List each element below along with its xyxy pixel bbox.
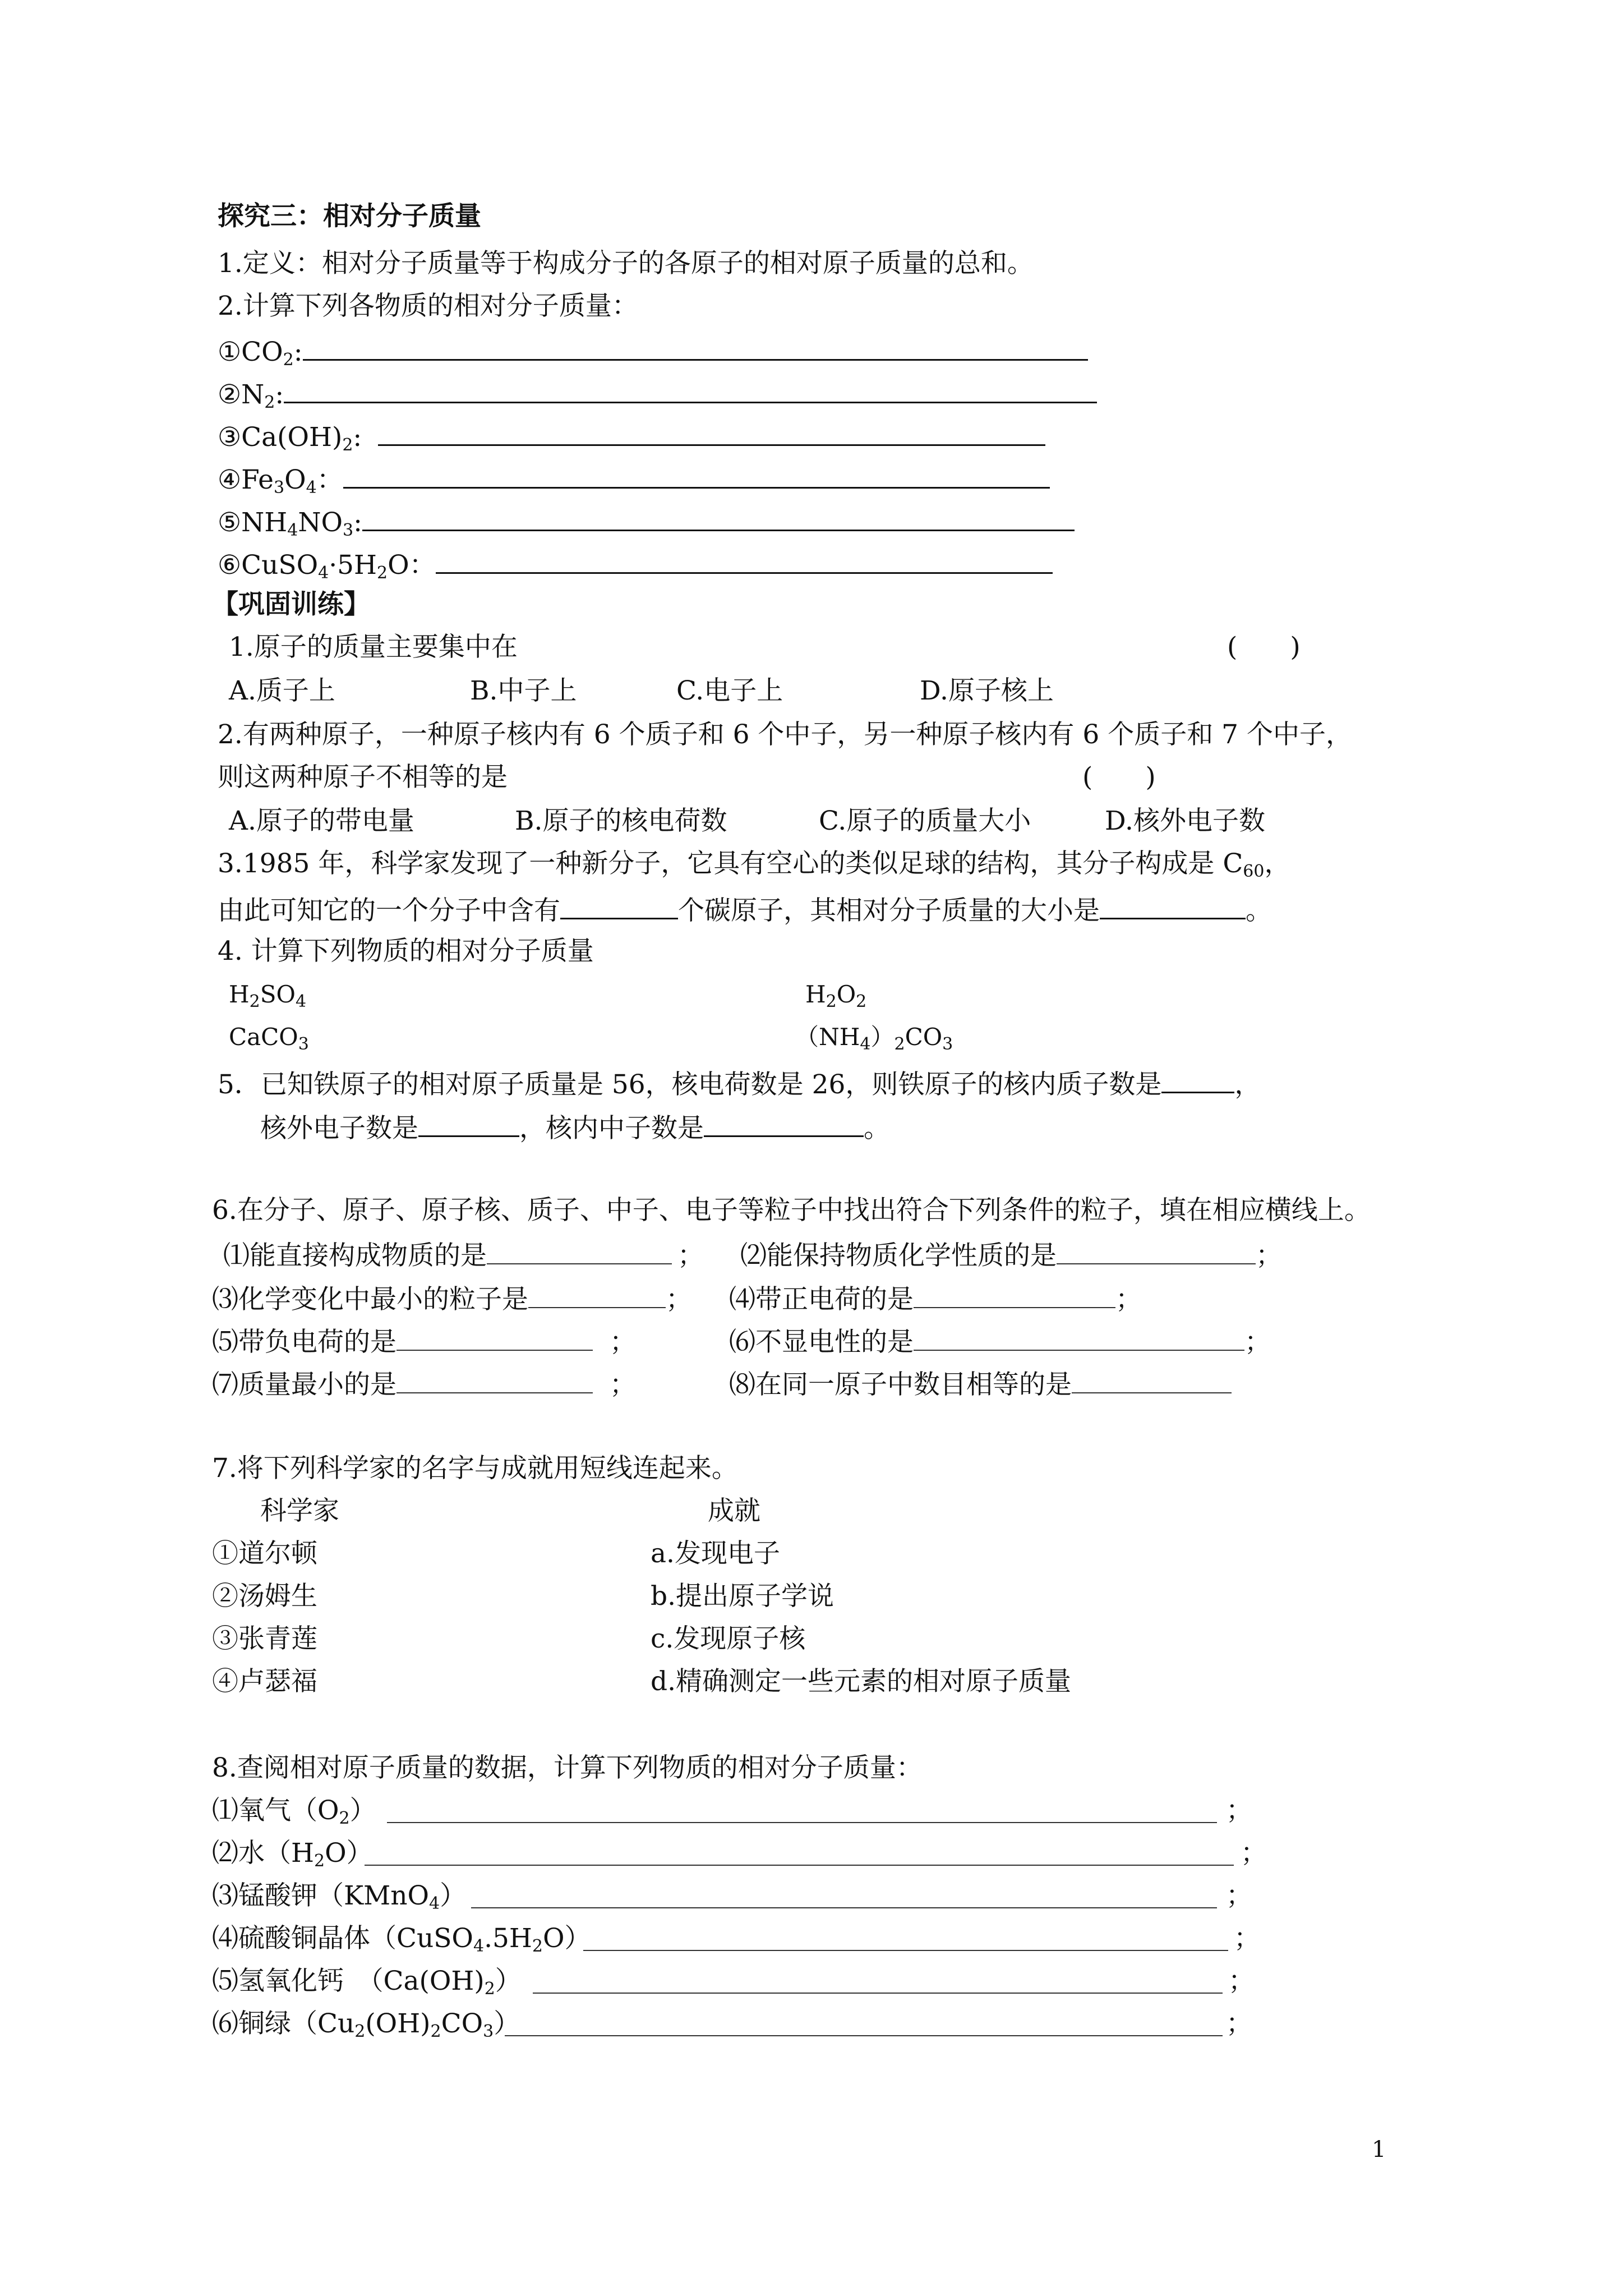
formula-cuso4-sub1: 4 xyxy=(318,563,329,583)
q8-item1-sub: 2 xyxy=(339,1809,350,1828)
q8-item4-close: O） xyxy=(543,1923,591,1954)
formula-cuso4-text3: O： xyxy=(388,550,436,581)
q4-h2so4 xyxy=(229,983,306,1010)
q6-item2-end: ； xyxy=(1256,1240,1282,1271)
q8-item2-end: ； xyxy=(1241,1838,1267,1869)
q8-item4-text2: .5H xyxy=(484,1923,532,1954)
q1-option-a[interactable]: A.质子上 xyxy=(229,675,335,706)
q6-item1-label: ⑴能直接构成物质的是 xyxy=(223,1240,487,1271)
q6-item3-label: ⑶化学变化中最小的粒子是 xyxy=(212,1284,528,1315)
q7-achievement-d[interactable]: d.精确测定一些元素的相对原子质量 xyxy=(651,1666,1072,1697)
q6-item5 xyxy=(212,1327,636,1358)
q8-item4 xyxy=(212,1925,591,1955)
q8-intro: 8.查阅相对原子质量的数据，计算下列物质的相对分子质量： xyxy=(212,1752,923,1783)
q6-item6 xyxy=(729,1327,1271,1358)
formula-n2-text: ②N xyxy=(218,379,265,410)
q3-text: 3.1985 年，科学家发现了一种新分子，它具有空心的类似足球的结构，其分子构成是 C xyxy=(218,848,1243,879)
q8-item4-text: ⑷硫酸铜晶体（CuSO xyxy=(212,1923,473,1954)
q4-nh42co3 xyxy=(795,1025,953,1053)
q8-blank-6[interactable] xyxy=(505,2013,1223,2036)
q6-blank-2[interactable] xyxy=(1057,1241,1256,1264)
q1-option-d[interactable]: D.原子核上 xyxy=(920,675,1054,706)
q8-item1-close: ） xyxy=(349,1795,376,1826)
formula-fe3o4-text: ④Fe xyxy=(218,464,274,495)
q3-text3: 个碳原子，其相对分子质量的大小是 xyxy=(678,895,1100,926)
q4-h2so4-h: H xyxy=(229,981,250,1008)
q8-item6-text3: CO xyxy=(441,2008,483,2039)
q5-blank-neutrons[interactable] xyxy=(704,1112,864,1137)
q6-item4-end: ； xyxy=(1115,1284,1142,1315)
q6-item2 xyxy=(740,1241,1282,1269)
q8-item6-close: ） xyxy=(494,2008,520,2039)
q7-achievement-b[interactable]: b.提出原子学说 xyxy=(651,1581,834,1612)
q6-item3-end: ； xyxy=(666,1284,692,1315)
q4-nh4-sub2: 2 xyxy=(894,1034,905,1054)
q2-stem-line2: 则这两种原子不相等的是 xyxy=(218,762,508,793)
formula-fe3o4-sub2: 4 xyxy=(306,478,317,498)
formula-caoh2-colon: : xyxy=(353,422,371,453)
q5-line1 xyxy=(218,1068,1261,1098)
q8-item6-text2: (OH) xyxy=(365,2008,431,2039)
q8-blank-1[interactable] xyxy=(387,1800,1217,1823)
formula-caoh2-text: ③Ca(OH) xyxy=(218,422,343,453)
q6-item1 xyxy=(223,1241,704,1269)
answer-blank-fe3o4[interactable] xyxy=(343,463,1050,489)
q7-achievement-c[interactable]: c.发现原子核 xyxy=(651,1623,806,1654)
formula-caoh2-line xyxy=(218,421,1045,454)
q3-blank-carbon-count[interactable] xyxy=(560,894,678,919)
q2-stem-line1: 2.有两种原子，一种原子核内有 6 个质子和 6 个中子，另一种原子核内有 6 个质子和 7 个中子， xyxy=(218,719,1352,750)
q3-comma: ， xyxy=(1264,848,1291,879)
q7-scientist-1[interactable]: ①道尔顿 xyxy=(212,1538,317,1569)
q8-item2-close: O） xyxy=(325,1838,373,1869)
q6-blank-8[interactable] xyxy=(1072,1370,1232,1393)
q8-item4-end: ； xyxy=(1234,1923,1260,1954)
q2-option-a[interactable]: A.原子的带电量 xyxy=(229,806,414,836)
q4-nh4-text: （NH xyxy=(795,1023,860,1051)
q6-item5-end: ； xyxy=(610,1327,636,1358)
formula-nh4no3-text2: NO xyxy=(298,507,343,538)
q1-option-b[interactable]: B.中子上 xyxy=(470,675,577,706)
answer-blank-cuso4[interactable] xyxy=(436,549,1053,574)
formula-caoh2-sub: 2 xyxy=(342,435,353,455)
q5-line2 xyxy=(260,1112,890,1142)
q8-blank-5[interactable] xyxy=(533,1970,1223,1994)
q6-intro: 6.在分子、原子、原子核、质子、中子、电子等粒子中找出符合下列条件的粒子，填在相应横线上。 xyxy=(212,1195,1371,1226)
q8-item6-sub3: 3 xyxy=(483,2022,494,2041)
q4-h2so4-sub1: 2 xyxy=(249,992,260,1011)
q3-text2: 由此可知它的一个分子中含有 xyxy=(218,895,560,926)
q5-text2: 核外电子数是 xyxy=(260,1113,418,1144)
q7-col-achievement: 成就 xyxy=(708,1496,760,1526)
q4-caco3 xyxy=(229,1025,309,1053)
q6-blank-4[interactable] xyxy=(914,1285,1115,1308)
q6-item7-end: ； xyxy=(610,1369,636,1400)
q8-item2-text: ⑵水（H xyxy=(212,1838,314,1869)
formula-co2-sub: 2 xyxy=(283,350,294,370)
q1-stem: 1.原子的质量主要集中在 xyxy=(229,632,518,662)
q8-item1-end: ； xyxy=(1226,1795,1252,1826)
formula-nh4no3-sub1: 4 xyxy=(287,521,298,540)
q8-item3 xyxy=(212,1880,467,1913)
q6-item8-label: ⑻在同一原子中数目相等的是 xyxy=(729,1369,1072,1400)
formula-fe3o4-sub1: 3 xyxy=(274,478,285,498)
q4-h2o2 xyxy=(805,983,866,1010)
formula-cuso4-text2: ·5H xyxy=(329,550,377,581)
q6-item1-end: ； xyxy=(677,1240,704,1271)
q6-item2-label: ⑵能保持物质化学性质的是 xyxy=(740,1240,1057,1271)
q3-line2 xyxy=(218,894,1272,924)
formula-cuso4-line xyxy=(218,549,1053,582)
q8-blank-4[interactable] xyxy=(583,1927,1228,1951)
formula-cuso4-text: ⑥CuSO xyxy=(218,550,319,581)
q3-c60-sub: 60 xyxy=(1243,862,1265,881)
q2-option-c[interactable]: C.原子的质量大小 xyxy=(819,806,1031,836)
answer-blank-n2[interactable] xyxy=(284,378,1097,403)
q4-h2so4-sub2: 4 xyxy=(295,992,307,1011)
formula-n2-colon: : xyxy=(275,379,284,410)
q6-item4 xyxy=(729,1285,1142,1313)
q8-item6-text: ⑹铜绿（Cu xyxy=(212,2008,355,2039)
q6-blank-7[interactable] xyxy=(396,1370,593,1393)
q7-scientist-3[interactable]: ③张青莲 xyxy=(212,1623,317,1654)
formula-fe3o4-colon: ： xyxy=(316,464,343,495)
q8-item5-close: ） xyxy=(495,1966,522,1996)
q2-option-b[interactable]: B.原子的核电荷数 xyxy=(515,806,727,836)
answer-blank-caoh2[interactable] xyxy=(378,421,1045,446)
q8-item1-text: ⑴氧气（O xyxy=(212,1795,339,1826)
section-title: 探究三：相对分子质量 xyxy=(218,201,481,232)
q2-option-d[interactable]: D.核外电子数 xyxy=(1105,806,1265,836)
q4-caco3-sub: 3 xyxy=(298,1034,309,1054)
q8-item5-end: ； xyxy=(1228,1966,1255,1996)
formula-nh4no3-colon: : xyxy=(353,507,362,538)
q7-col-scientist: 科学家 xyxy=(260,1496,339,1526)
q1-option-c[interactable]: C.电子上 xyxy=(676,675,783,706)
q1-answer-paren[interactable]: ( ) xyxy=(1227,632,1301,662)
q6-blank-1[interactable] xyxy=(487,1241,672,1264)
q8-item5 xyxy=(212,1968,522,1998)
q2-answer-paren[interactable]: ( ) xyxy=(1082,762,1156,793)
formula-n2-sub: 2 xyxy=(264,393,275,412)
q3-line1 xyxy=(218,850,1290,880)
formula-fe3o4-line xyxy=(218,463,1050,496)
practice-heading: 【巩固训练】 xyxy=(212,589,370,620)
q5-blank-electrons[interactable] xyxy=(418,1112,519,1137)
q6-item6-end: ； xyxy=(1244,1327,1271,1358)
q4-nh4-sub1: 4 xyxy=(860,1034,871,1054)
q8-item3-end: ； xyxy=(1226,1880,1252,1911)
q4-h2o2-h: H xyxy=(805,981,826,1008)
q5-text: 5．已知铁原子的相对原子质量是 56，核电荷数是 26，则铁原子的核内质子数是 xyxy=(218,1069,1162,1100)
q4-h2o2-o: O xyxy=(836,981,856,1008)
q8-item3-text: ⑶锰酸钾（KMnO xyxy=(212,1880,430,1911)
answer-blank-co2[interactable] xyxy=(303,335,1088,361)
q6-item6-label: ⑹不显电性的是 xyxy=(729,1327,914,1358)
q8-item5-sub: 2 xyxy=(484,1979,495,1999)
formula-co2-line xyxy=(218,335,1088,369)
q8-item3-sub: 4 xyxy=(429,1894,440,1913)
q5-blank-protons[interactable] xyxy=(1161,1068,1234,1093)
q6-blank-5[interactable] xyxy=(396,1327,593,1351)
answer-blank-nh4no3[interactable] xyxy=(362,506,1075,531)
q6-item3 xyxy=(212,1285,692,1313)
q7-achievement-a[interactable]: a.发现电子 xyxy=(651,1538,780,1569)
q4-nh4-co: CO xyxy=(905,1023,943,1051)
q8-item6-sub: 2 xyxy=(354,2022,366,2041)
q8-item4-sub2: 2 xyxy=(532,1936,543,1956)
q8-item6-sub2: 2 xyxy=(430,2022,441,2041)
q4-nh4-sub3: 3 xyxy=(942,1034,953,1054)
q8-blank-2[interactable] xyxy=(365,1842,1234,1866)
q8-blank-3[interactable] xyxy=(471,1885,1217,1908)
q5-comma: ， xyxy=(1234,1069,1261,1100)
q8-item5-text: ⑸氢氧化钙 （Ca(OH) xyxy=(212,1966,485,1996)
formula-cuso4-sub2: 2 xyxy=(377,563,388,583)
q7-scientist-4[interactable]: ④卢瑟福 xyxy=(212,1666,317,1697)
q5-period: 。 xyxy=(864,1113,890,1144)
q8-item2 xyxy=(212,1840,373,1870)
q8-item1 xyxy=(212,1797,376,1827)
q4-h2o2-sub1: 2 xyxy=(826,992,837,1011)
definition-line: 1.定义：相对分子质量等于构成分子的各原子的相对原子质量的总和。 xyxy=(218,248,1034,279)
formula-co2-text: ①CO xyxy=(218,337,283,367)
q6-item7-label: ⑺质量最小的是 xyxy=(212,1369,396,1400)
q6-item4-label: ⑷带正电荷的是 xyxy=(729,1284,914,1315)
formula-nh4no3-sub2: 3 xyxy=(343,521,354,540)
q7-intro: 7.将下列科学家的名字与成就用短线连起来。 xyxy=(212,1453,738,1484)
q6-blank-6[interactable] xyxy=(914,1327,1244,1351)
q6-item5-label: ⑸带负电荷的是 xyxy=(212,1327,396,1358)
formula-co2-colon: : xyxy=(293,337,303,367)
q8-item2-sub: 2 xyxy=(314,1851,325,1871)
q6-blank-3[interactable] xyxy=(528,1285,666,1308)
q4-stem: 4. 计算下列物质的相对分子质量 xyxy=(218,936,594,967)
formula-nh4no3-text: ⑤NH xyxy=(218,507,288,538)
page-number: 1 xyxy=(1372,2137,1386,2162)
q4-caco3-text: CaCO xyxy=(229,1023,298,1051)
q7-scientist-2[interactable]: ②汤姆生 xyxy=(212,1581,317,1612)
q3-period: 。 xyxy=(1246,895,1272,926)
calc-prompt: 2.计算下列各物质的相对分子质量： xyxy=(218,291,638,321)
q4-h2o2-sub2: 2 xyxy=(856,992,867,1011)
formula-n2-line xyxy=(218,378,1097,411)
formula-fe3o4-text2: O xyxy=(284,464,306,495)
q4-nh4-paren: ） xyxy=(870,1023,895,1051)
q8-item6-end: ； xyxy=(1226,2008,1252,2039)
q4-h2so4-so: SO xyxy=(260,981,296,1008)
q6-item8 xyxy=(729,1370,1232,1398)
q8-item3-close: ） xyxy=(440,1880,467,1911)
formula-nh4no3-line xyxy=(218,506,1075,539)
q8-item6 xyxy=(212,2010,520,2040)
q8-item4-sub: 4 xyxy=(473,1936,485,1956)
q3-blank-molar-mass[interactable] xyxy=(1100,894,1246,919)
q6-item7 xyxy=(212,1370,636,1398)
q5-text3: ，核内中子数是 xyxy=(519,1113,704,1144)
